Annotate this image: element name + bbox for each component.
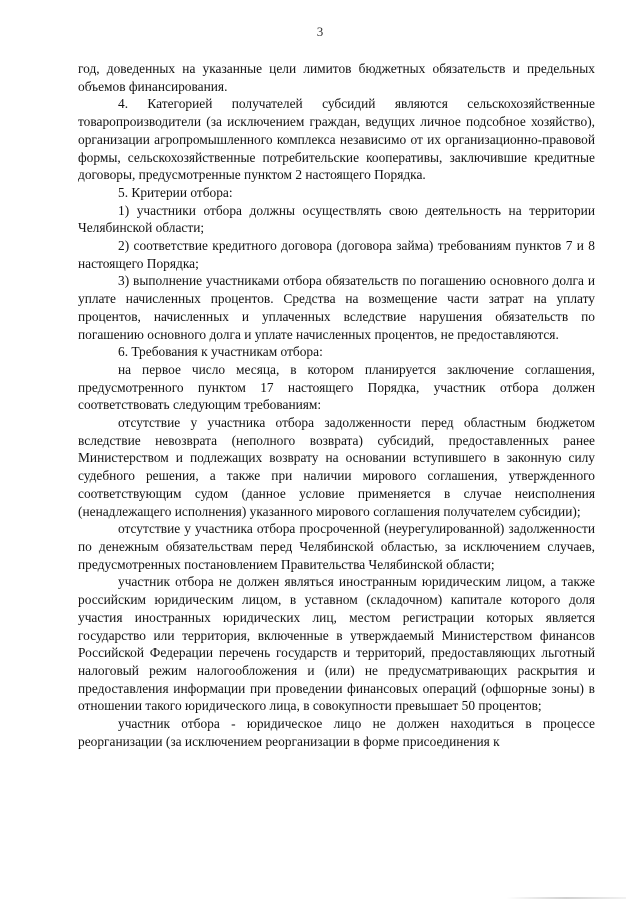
scan-artifact	[506, 897, 626, 899]
requirement-no-overdue-debt: отсутствие у участника отбора просроченной (неурегулированной) задолженности по денежным обязательствам перед Челябинской областью, за исключением случаев, предусмотренных постановлением Правительства Челябинской области;	[78, 521, 595, 572]
requirement-not-foreign-entity: участник отбора не должен являться иностранным юридическим лицом, а также российским юридическим лицом, в уставном (складочном) капитале которого доля участия иностранных юридических лиц, местом регистрации которых является государство или территория, включенные в утверждаемый Министерством финансов Российской Федерации перечень государств и территорий, предоставляющих льготный налоговый режим налогообложения и (или) не предусматривающих раскрытия и предоставления информации при проведении финансовых операций (офшорные зоны) в отношении такого юридического лица, в совокупности превышает 50 процентов;	[78, 574, 595, 714]
paragraph-continuation: год, доведенных на указанные цели лимитов бюджетных обязательств и предельных объемов финансирования.	[78, 61, 595, 94]
criterion-1: 1) участники отбора должны осуществлять свою деятельность на территории Челябинской области;	[78, 202, 595, 236]
paragraph-item-5-heading: 5. Критерии отбора:	[118, 184, 233, 200]
criterion-2: 2) соответствие кредитного договора (договора займа) требованиям пунктов 7 и 8 настоящего Порядка;	[78, 238, 595, 271]
paragraph-item-6-heading: 6. Требования к участникам отбора:	[118, 344, 323, 360]
requirement-no-reorganization: участник отбора - юридическое лицо не должен находиться в процессе реорганизации (за исключением реорганизации в форме присоединения к	[78, 716, 595, 749]
document-body	[78, 60, 595, 750]
requirement-no-budget-debt: отсутствие у участника отбора задолженности перед областным бюджетом вследствие невозврата (неполного возврата) субсидий, предоставленных ранее Министерством и подлежащих возврату на основании вступившего в законную силу судебного решения, а также при наличии мирового соглашения, утвержденного соответствующим судом (данное условие применяется в случае неисполнения (ненадлежащего исполнения) указанного мирового соглашения получателем субсидии);	[78, 415, 595, 519]
requirements-intro: на первое число месяца, в котором планируется заключение соглашения, предусмотренного пунктом 17 настоящего Порядка, участник отбора должен соответствовать следующим требованиям:	[78, 361, 595, 413]
criterion-3: 3) выполнение участниками отбора обязательств по погашению основного долга и уплате начисленных процентов. Средства на возмещение части затрат на уплату процентов, начисленных и уплаченных вследствие нарушения обязательств по погашению основного долга и уплате начисленных процентов, не предоставляются.	[78, 273, 595, 342]
page-number: 3	[316, 24, 324, 39]
paragraph-item-4: 4. Категорией получателей субсидий являются сельскохозяйственные товаропроизводители (за исключением граждан, ведущих личное подсобное хозяйство), организации агропромышленного комплекса независимо от их организационно-правовой формы, сельскохозяйственные потребительские кооперативы, заключившие кредитные договоры, предусмотренные пунктом 2 настоящего Порядка.	[78, 96, 595, 183]
